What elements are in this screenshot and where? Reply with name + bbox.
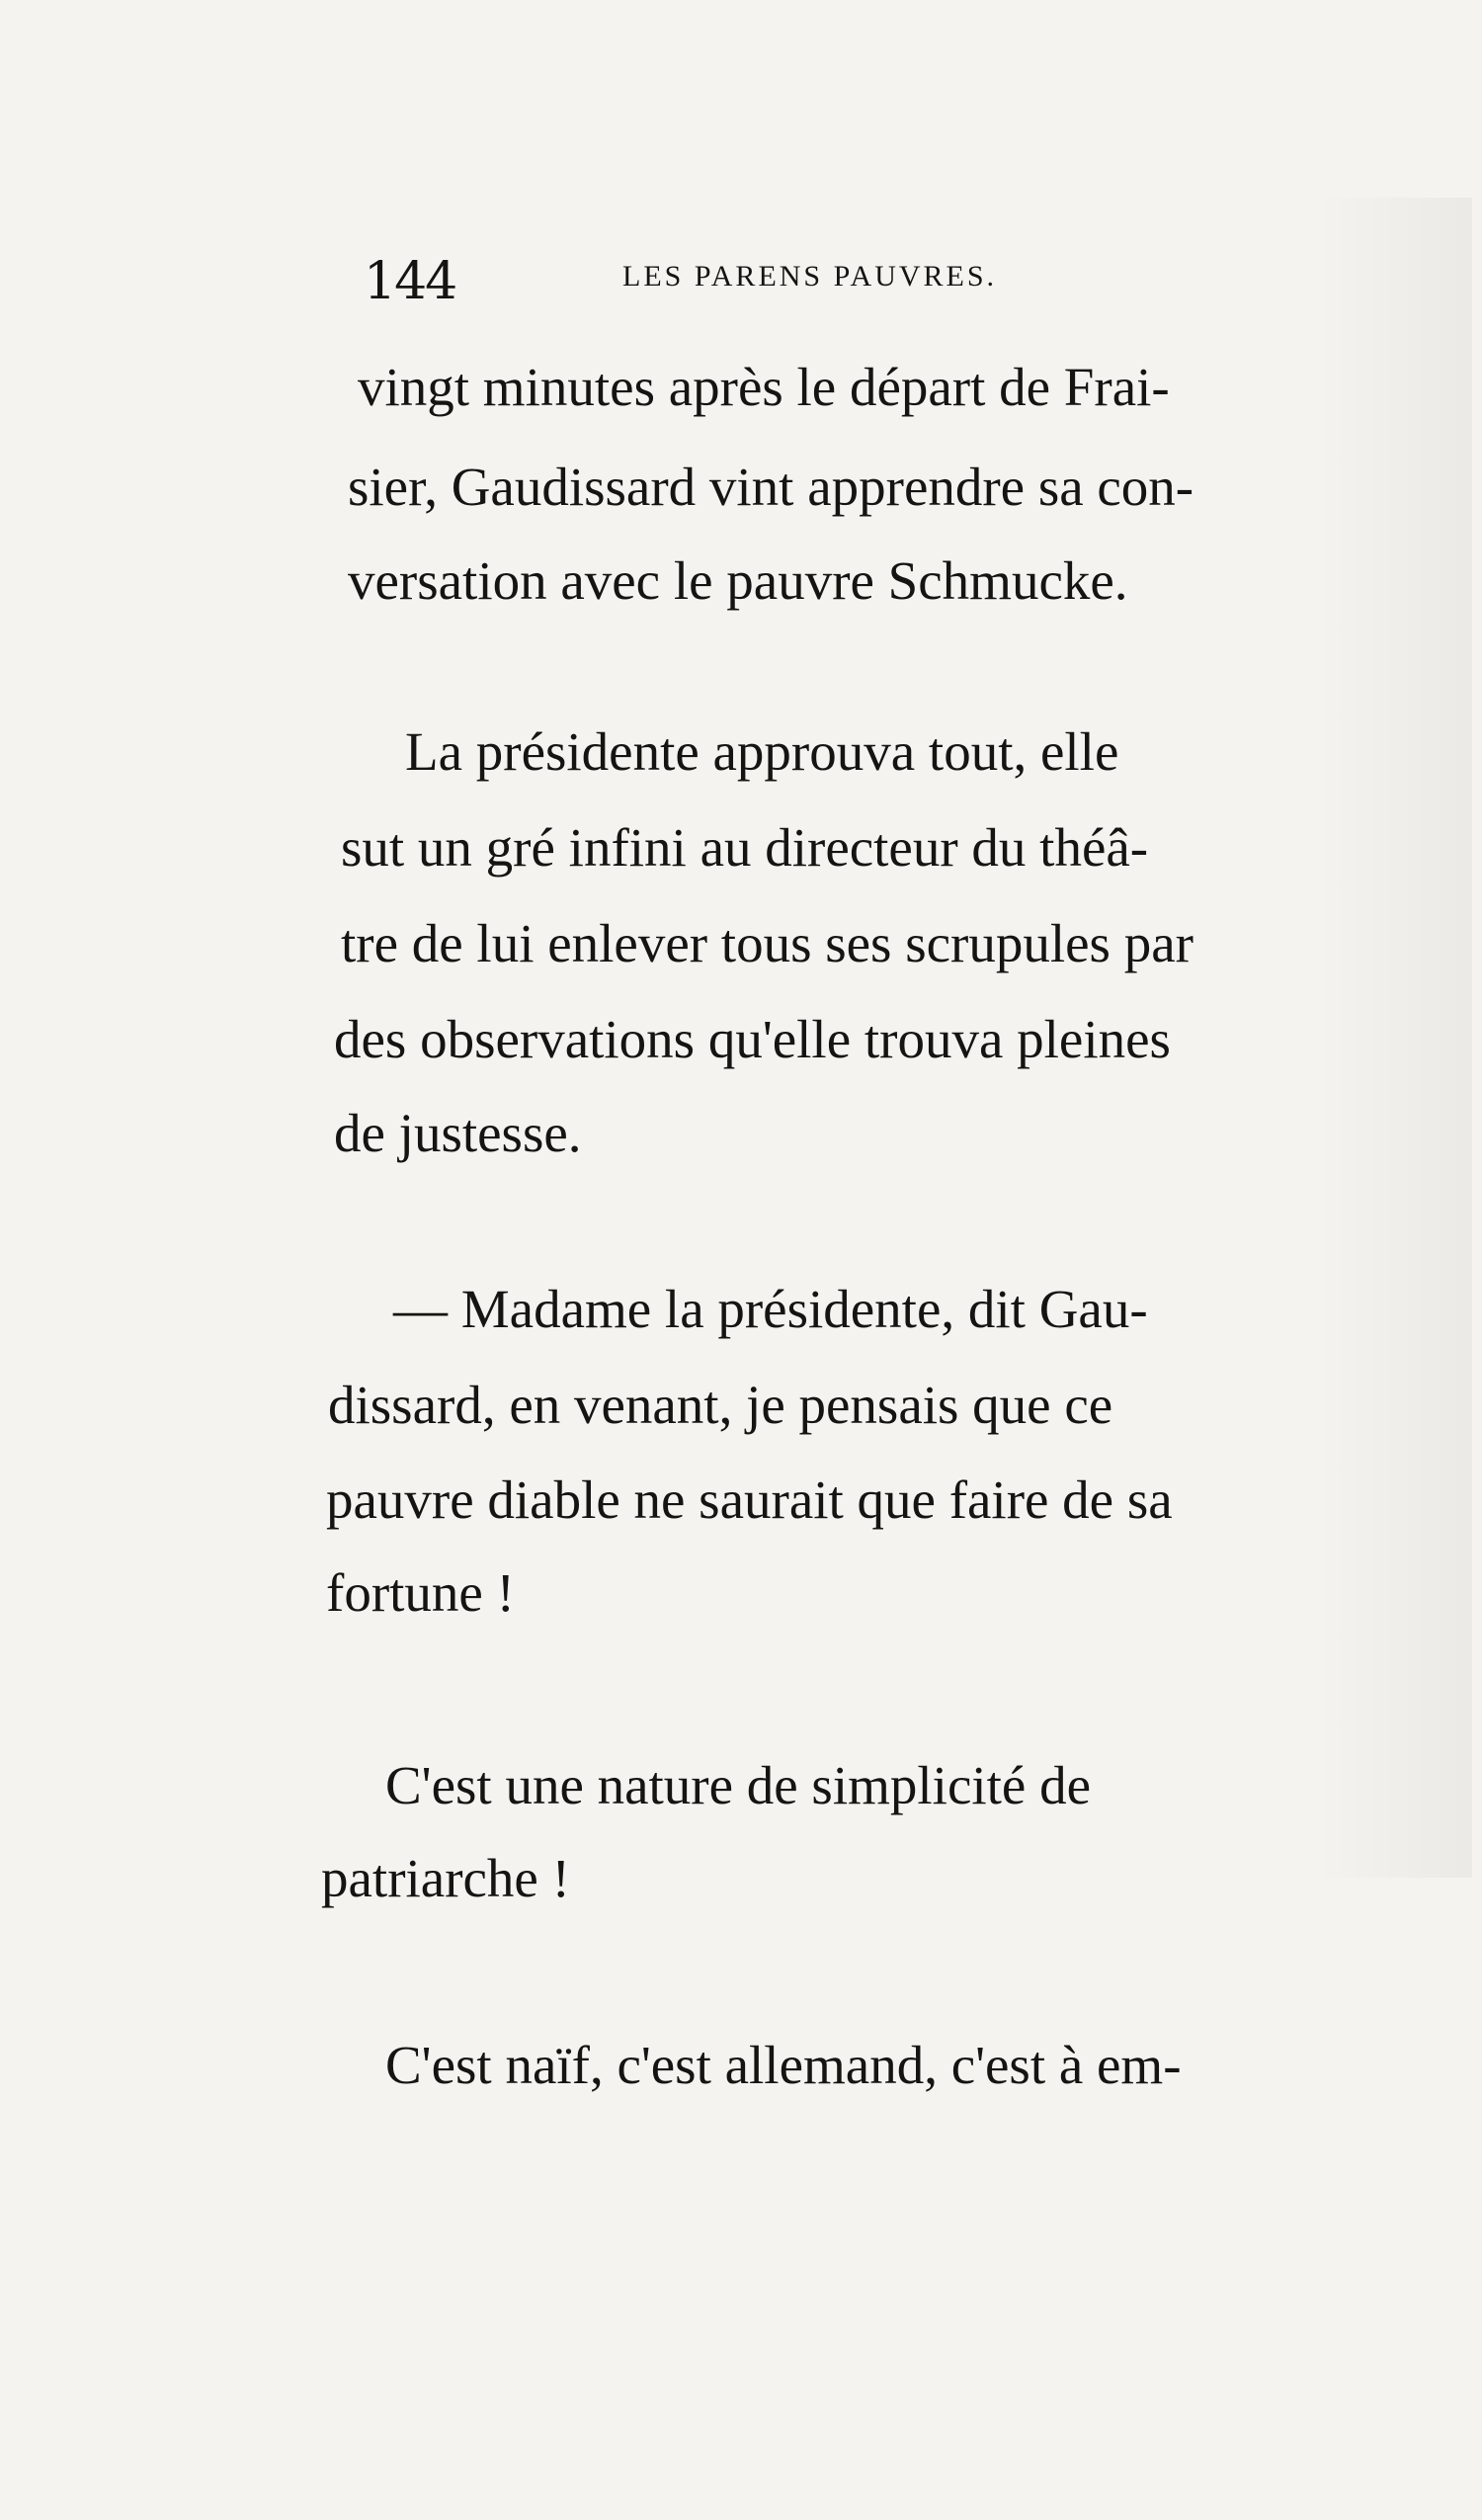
page-number: 144: [364, 252, 456, 311]
book-page: 144 LES PARENS PAUVRES. vingt minutes après le départ de Frai- sier, Gaudissard vint apprendre sa con- versation avec le pauvre Schmucke. La présidente approuva tout, elle sut un gré infini au directeur du théâ- tre de lui enlever tous ses scrupules par des observations qu'elle trouva pleines de justesse. — Madame la présidente, dit Gau- dissard, en venant, je pensais que ce pauvre diable ne saurait que faire de sa fortune ! C'est une nature de simplicité de patriarche ! C'est naïf, c'est allemand, c'est à em-: [0, 0, 1482, 2520]
page-shadow: [1314, 198, 1472, 1878]
running-title: LES PARENS PAUVRES.: [622, 260, 998, 293]
page-header: [356, 252, 1344, 311]
